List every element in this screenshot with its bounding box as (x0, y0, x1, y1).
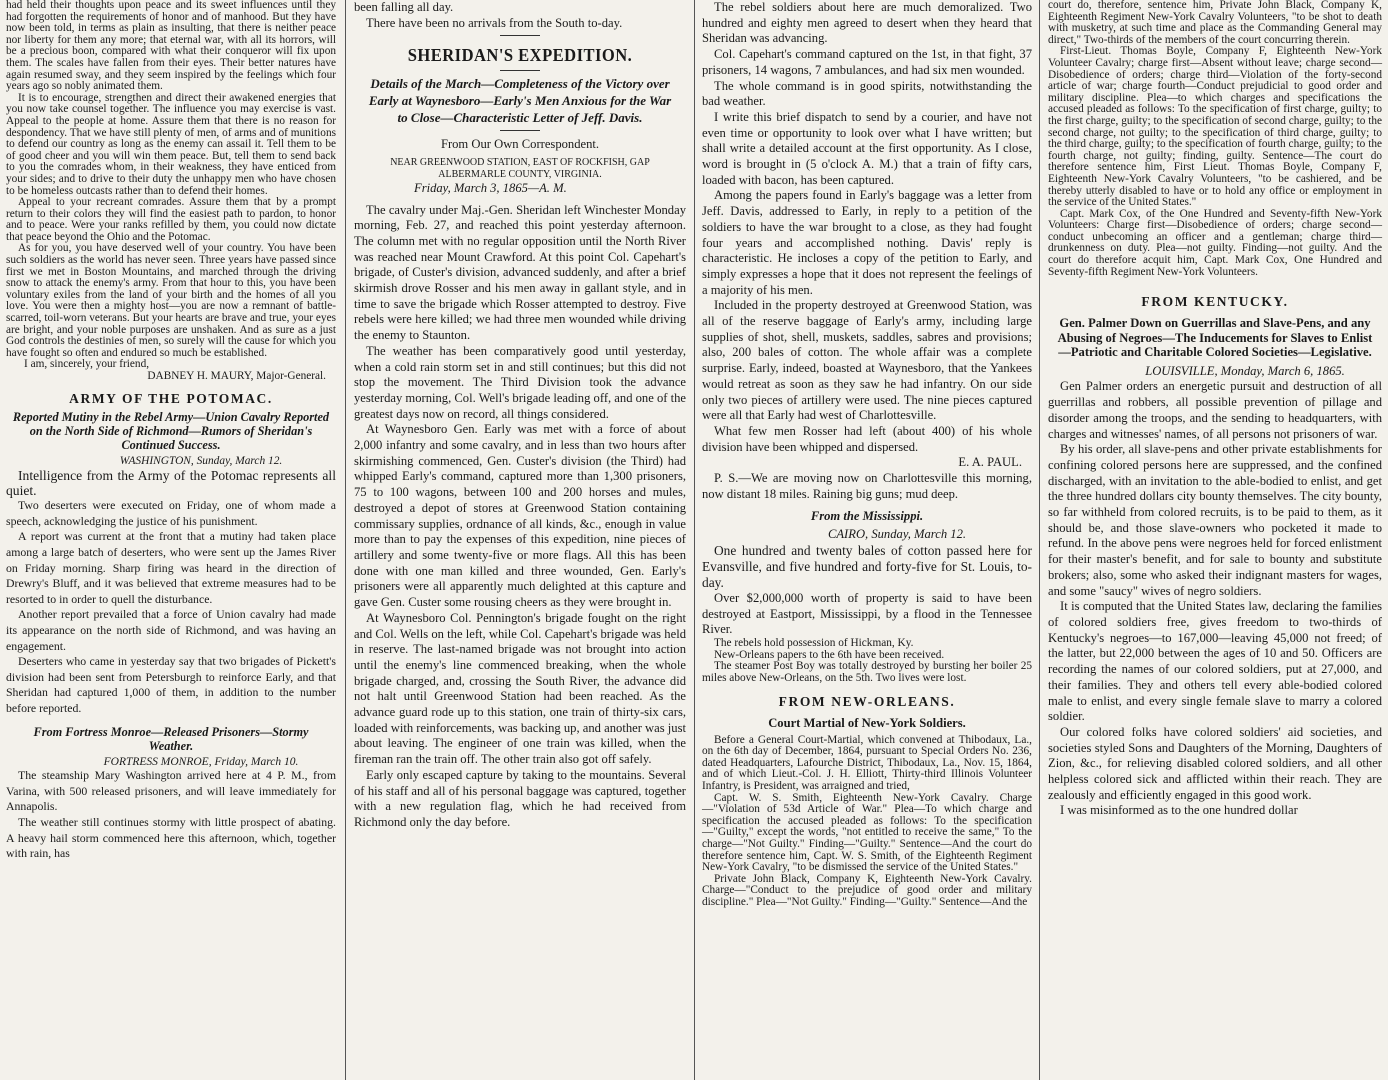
article-paragraph: been falling all day. (354, 0, 454, 14)
article-subheadline: Court Martial of New-York Soldiers. (768, 715, 966, 730)
article-paragraph: Before a General Court-Martial, which convened at Thibodaux, La., on the 6th day of December, 1864, pursuant to Special Orders No. 236, dated Headquarters, Lafourche District, Thibodaux, La., Nov. 15, 1864, and of which Lieut.-Col. J. H. Elliott, Thirty-third Illinois Volunteer Infantry, is President, was arraigned and tried, (702, 733, 1032, 792)
column-rule (694, 0, 695, 1080)
article-paragraph: Capt. W. S. Smith, Eighteenth New-York Cavalry. Charge—"Violation of 53d Article of War." Plea—To which charge and specification the accused pleaded as follows: To the specification—"Guilty," except the words, "not entitled to receive the same," To the charge—"Not Guilty." Finding—"Guilty." Sentence—And the court do therefore sentence him, Capt. W. S. Smith, of the Eighteenth Regiment New-York Cavalry, "to be dismissed the service of the United States." (702, 791, 1032, 874)
column-rule (345, 0, 346, 1080)
letter-closing: I am, sincerely, your friend, (24, 358, 150, 371)
article-paragraph: Col. Capehart's command captured on the 1st, in that fight, 37 prisoners, 14 wagons, 7 ambulances, and had six men wounded. (702, 47, 1032, 77)
article-paragraph: New-Orleans papers to the 6th have been received. (714, 648, 945, 661)
column-3 (698, 0, 1037, 1080)
article-paragraph: At Waynesboro Col. Pennington's brigade fought on the right and Col. Wells on the left, while Col. Capehart's brigade was held in reserve. The last-named brigade was not brought into action until the enemy's line commenced breaking, when the whole brigade charged, and, crossing the South River, the advance did not halt until Greenwood Station had been reached. As the advance guard rode up to this station, one train of thirty-six cars, loaded with reinforcements, was backing up, and another was just about leaving. The engineer of one train was killed, when the fireman ran the train off. The other train also got off safely. (354, 610, 686, 767)
article-paragraph: Appeal to your recreant comrades. Assure them that by a prompt return to their colors they will find the easiest path to pardon, to honor and to peace. Were your ranks refilled by them, you could now dictate that peace beyond the Ohio and the Potomac. (6, 196, 336, 243)
article-signer: E. A. PAUL. (958, 455, 1022, 470)
article-paragraph: What few men Rosser had left (about 400) of his whole division have been whipped and dispersed. (702, 423, 1032, 454)
section-headline: FROM NEW-ORLEANS. (778, 694, 956, 710)
article-paragraph: As for you, you have deserved well of your country. You have been such soldiers as the world has never seen. Three years have passed since first we met in Boston Mountains, and marched through the driving snow to attack the enemy's army. From that hour to this, you have been voluntary exiles from the land of your birth and the homes of all you love. You were then a mighty host—you are now a remnant of battle-scarred, toil-worn veterans. But your hearts are brave and true, your eyes are bright, and your noble purposes are unshaken. And as sure as a just God controls the destinies of men, so surely will the cause for which you have fought so often and endured so much be established. (6, 242, 336, 359)
article-dateline: Friday, March 3, 1865—A. M. (414, 180, 567, 195)
column-2 (349, 0, 691, 1080)
divider (500, 70, 540, 71)
article-paragraph: The rebel soldiers about here are much demoralized. Two hundred and eighty men agreed to desert when they heard that Sheridan was advancing. (702, 0, 1032, 46)
article-paragraph: Our colored folks have colored soldiers' aid societies, and societies styled Sons and Daughters of the Morning, Daughters of Zion, &c., for relieving disabled colored soldiers, and all other helpless colored sick and afflicted within their reach. They are zealously and efficiently engaged in this good work. (1048, 724, 1382, 802)
article-paragraph: The cavalry under Maj.-Gen. Sheridan left Winchester Monday morning, Feb. 27, and reached this point yesterday afternoon. The column met with no regular opposition until the North River was reached near Mount Crawford. At this point Col. Capehart's brigade, of Custer's division, advanced suddenly, and after a brief skirmish drove Rosser and his men away in gallant style, and in time to save the brigade which Rosser attempted to destroy. Five rebels were here killed; we had three men wounded while driving the enemy to Staunton. (354, 202, 686, 343)
column-rule (1039, 0, 1040, 1080)
article-subheadline: Reported Mutiny in the Rebel Army—Union Cavalry Reported on the North Side of Richmond—Rumors of Sheridan's Continued Success. (12, 410, 330, 453)
column-1 (0, 0, 342, 1080)
section-headline: From the Mississippi. (810, 508, 924, 523)
article-paragraph: The weather has been comparatively good until yesterday, when a cold rain storm set in and still continues; but this did not stop the movement. The Third Division took the advance yesterday morning, Col. Well's brigade leading off, and one of the greatest days now on record, all things considered. (354, 343, 686, 421)
article-paragraph: The whole command is in good spirits, notwithstanding the bad weather. (702, 78, 1032, 109)
article-paragraph: Two deserters were executed on Friday, one of whom made a speech, acknowledging the justice of his punishment. (6, 498, 336, 528)
article-paragraph: Private John Black, Company K, Eighteenth New-York Cavalry. Charge—"Conduct to the prejudice of good order and military discipline." Plea—"Not Guilty." Finding—"Guilty." Sentence—And the (702, 872, 1032, 908)
correspondent-line: From Our Own Correspondent. (440, 137, 600, 152)
article-paragraph: Another report prevailed that a force of Union cavalry had made its appearance on the north side of Richmond, and was having an engagement. (6, 607, 336, 653)
article-dateline: LOUISVILLE, Monday, March 6, 1865. (1145, 363, 1345, 378)
section-headline: SHERIDAN'S EXPEDITION. (407, 45, 633, 66)
article-dateline: WASHINGTON, Sunday, March 12. (119, 455, 283, 468)
divider (500, 130, 540, 131)
article-paragraph: A report was current at the front that a mutiny had taken place among a large batch of deserters, who were sent up the James River on Friday morning. Sharp firing was heard in the direction of Drewry's Bluff, and it was believed that extreme measures had to be resorted to in order to quell the disturbance. (6, 529, 336, 606)
article-dateline: CAIRO, Sunday, March 12. (827, 527, 967, 542)
article-dateline: FORTRESS MONROE, Friday, March 10. (103, 755, 299, 768)
article-paragraph: The weather still continues stormy with little prospect of abating. A heavy hail storm commenced here this afternoon, which, together with rain, has (6, 815, 336, 861)
article-paragraph: Included in the property destroyed at Greenwood Station, was all of the reserve baggage of Early's army, including large supplies of shot, shell, muskets, saddles, sabres and provisions; also, 200 bales of cotton. The whole affair was a complete surprise. Early, indeed, boasted at Waynesboro, that the Yankees would retreat as soon as they saw he had infantry. On our side only two pieces of artillery were used. The nine pieces captured were all that Early had west of Charlottesville. (702, 298, 1032, 423)
divider (500, 35, 540, 36)
letter-signer: DABNEY H. MAURY, Major-General. (147, 370, 326, 382)
section-headline: FROM KENTUCKY. (1141, 294, 1289, 310)
article-paragraph: At Waynesboro Gen. Early was met with a force of about 2,000 infantry and some cavalry, and in less than two hours after skirmishing commenced, Gen. Custer's division (the Third) had whipped Early's command, captured more than 1,300 prisoners, 75 to 100 wagons, between 100 and 200 horses and mules, destroyed a depot of stores at Greenwood Station containing commissary supplies, ordnance of all kinds, &c., enough in value more than to pay the expenses of this expedition, nine pieces of artillery and some twenty-five or more flags. All this has been done with one man killed and three wounded, Gen. Early's prisoners were all apparently much delighted at this capture and gave Gen. Custer some rousing cheers as they were brought in. (354, 422, 686, 610)
article-paragraph: The steamship Mary Washington arrived here at 4 P. M., from Varina, with 500 released prisoners, and will leave immediately for Annapolis. (6, 768, 336, 814)
article-paragraph: Deserters who came in yesterday say that two brigades of Pickett's division had been sent from Petersburgh to reinforce Early, and that Sheridan had captured 1,000 of them, in addition to the number before reported. (6, 654, 336, 715)
article-paragraph: I write this brief dispatch to send by a courier, and have not even time or opportunity to look over what I have written; but shall write a detailed account at the first opportunity. As I close, word is brought in (5 o'clock A. M.) that a train of fifty cars, loaded with bacon, has been captured. (702, 109, 1032, 187)
article-paragraph: Early only escaped capture by taking to the mountains. Several of his staff and all of his personal baggage was captured, together with a new regulation flag, which he had received from Richmond only the day before. (354, 767, 686, 829)
article-paragraph: By his order, all slave-pens and other private establishments for confining colored persons here are suppressed, and the confined discharged, with an invitation to the able-bodied to enlist, and get the three hundred dollars city bounty themselves. The city bounty, so far withheld from colored recruits, is to be paid to them, as it should be, and those slave-owners who pocketed it made to refund. In the above pens were negroes held for forced enlistment for their master's benefit, and for sale to bounty and substitute brokers; also, some who asked their indignant masters for wages, and some "saucy" wives of negro soldiers. (1048, 442, 1382, 598)
article-paragraph: Over $2,000,000 worth of property is said to have been destroyed at Eastport, Mississippi, by a flood in the Tennessee River. (702, 590, 1032, 637)
article-place: NEAR GREENWOOD STATION, EAST OF ROCKFISH, GAP ALBERMARLE COUNTY, VIRGINIA. (390, 156, 650, 180)
column-4 (1043, 0, 1388, 1080)
article-paragraph: The steamer Post Boy was totally destroyed by bursting her boiler 25 miles above New-Orleans, on the 5th. Two lives were lost. (702, 660, 1032, 684)
article-paragraph: Capt. Mark Cox, of the One Hundred and Seventy-fifth New-York Volunteers: Charge first—Disobedience of orders; charge second—conduct unbecoming an officer and a gentleman; charge third—drunkenness on duty. Plea—not guilty. Finding—not guilty. And the court do therefore acquit him, Capt. Mark Cox, One Hundred and Seventy-fifth Regiment New-York Volunteers. (1048, 207, 1382, 278)
article-paragraph: There have been no arrivals from the South to-day. (366, 15, 623, 30)
article-paragraph: The rebels hold possession of Hickman, Ky. (714, 636, 914, 649)
article-paragraph: Gen Palmer orders an energetic pursuit and destruction of all guerrillas and robbers, all possible prevention of pillage and disorder among the troops, and the sending to headquarters, with charges and witnesses' names, of all persons not prisoners of war. (1048, 379, 1382, 441)
article-subheadline: Details of the March—Completeness of the Victory over Early at Waynesboro—Early's Men Anxious for the War to Close—Characteristic Letter of Jeff. Davis. (368, 76, 672, 126)
article-paragraph: It is to encourage, strengthen and direct their awakened energies that you now take counsel together. The influence you may exercise is vast. Appeal to the people at home. Assure them that there is no reason for despondency. That we have still plenty of men, of arms and of munitions to defend our country as long as the enemy can assail it. Tell them to be of good cheer and you will win them peace. But, tell them to send back to you the comrades whom, in their weakness, they have enticed from your sides; and to drive to their duty the unhappy men who have chosen to be homeless outcasts rather than to defend their homes. (6, 91, 336, 197)
article-paragraph: Intelligence from the Army of the Potomac represents all quiet. (6, 468, 336, 499)
article-paragraph: I was misinformed as to the one hundred dollar (1060, 803, 1298, 818)
section-headline: ARMY OF THE POTOMAC. (69, 390, 273, 406)
article-paragraph: It is computed that the United States law, declaring the families of colored soldiers free, gives freedom to two-thirds of Kentucky's negroes—to 167,000—leaving 45,000 not freed; of the latter, but 22,000 between the ages of 10 and 50. Officers are recording the names of our colored soldiers, put at 27,000, and their families. They and others tell every able-bodied colored male to enlist, and every single female slave to marry a colored soldier. (1048, 599, 1382, 724)
article-paragraph: had held their thoughts upon peace and its sweet influences until they had forgotten the requirements of honor and of manhood. But they have now been told, in terms as plain as insulting, that there is neither peace nor liberty for them any more; that eternal war, with all its horrors, will be a precious boon, compared with what their conqueror will fix upon them. The scales have fallen from their eyes. Their better natures have again resumed sway, and they seem inspired by the feelings which four years ago so nobly animated them. (6, 0, 336, 93)
article-paragraph: One hundred and twenty bales of cotton passed here for Evansville, and five hundred and forty-five for St. Louis, to-day. (702, 542, 1032, 590)
article-paragraph: First-Lieut. Thomas Boyle, Company F, Eighteenth New-York Volunteer Cavalry; charge first—Absent without leave; charge second—Disobedience of orders; charge third—Violation of the forty-second article of war; charge fourth—Conduct prejudicial to good order and military discipline. Plea—to which charges and specifications the accused pleaded as follows: To the specification of first charge, guilty; to the first charge, guilty; to the specification of second charge, guilty; to the second charge, not guilty; to the specification of third charge, guilty; to the third charge, guilty; to the specification of fourth charge, guilty; to the fourth charge, not guilty; finding, guilty. Sentence—The court do therefore sentence him, First Lieut. Thomas Boyle, Company F, Eighteenth New-York Cavalry Volunteers, "to be cashiered, and be thereby utterly disabled to have or to hold any office or employment in the service of the United States." (1048, 45, 1383, 209)
article-subheadline: From Fortress Monroe—Released Prisoners—Stormy Weather. (33, 724, 309, 753)
article-paragraph: Among the papers found in Early's baggage was a letter from Jeff. Davis, addressed to Early, in reply to a petition of the soldiers to have the war brought to a close, as they had fought four years and accomplished nothing. Davis' reply is characteristic. He incloses a copy of the petition to Early, and simply expresses a hope that it does not represent the feelings of a majority of his men. (702, 188, 1032, 297)
article-paragraph: court do, therefore, sentence him, Private John Black, Company K, Eighteenth Regiment New-York Cavalry Volunteers, "to be shot to death with musketry, at such time and place as the Commanding General may direct," Two-thirds of the members of the court concurring therein. (1048, 0, 1382, 46)
article-subheadline: Gen. Palmer Down on Guerrillas and Slave-Pens, and any Abusing of Negroes—The Inducements for Slaves to Enlist—Patriotic and Charitable Colored Societies—Legislative. (1057, 315, 1373, 360)
article-paragraph: P. S.—We are moving now on Charlottesville this morning, now distant 18 miles. Raining big guns; mud deep. (702, 471, 1032, 501)
